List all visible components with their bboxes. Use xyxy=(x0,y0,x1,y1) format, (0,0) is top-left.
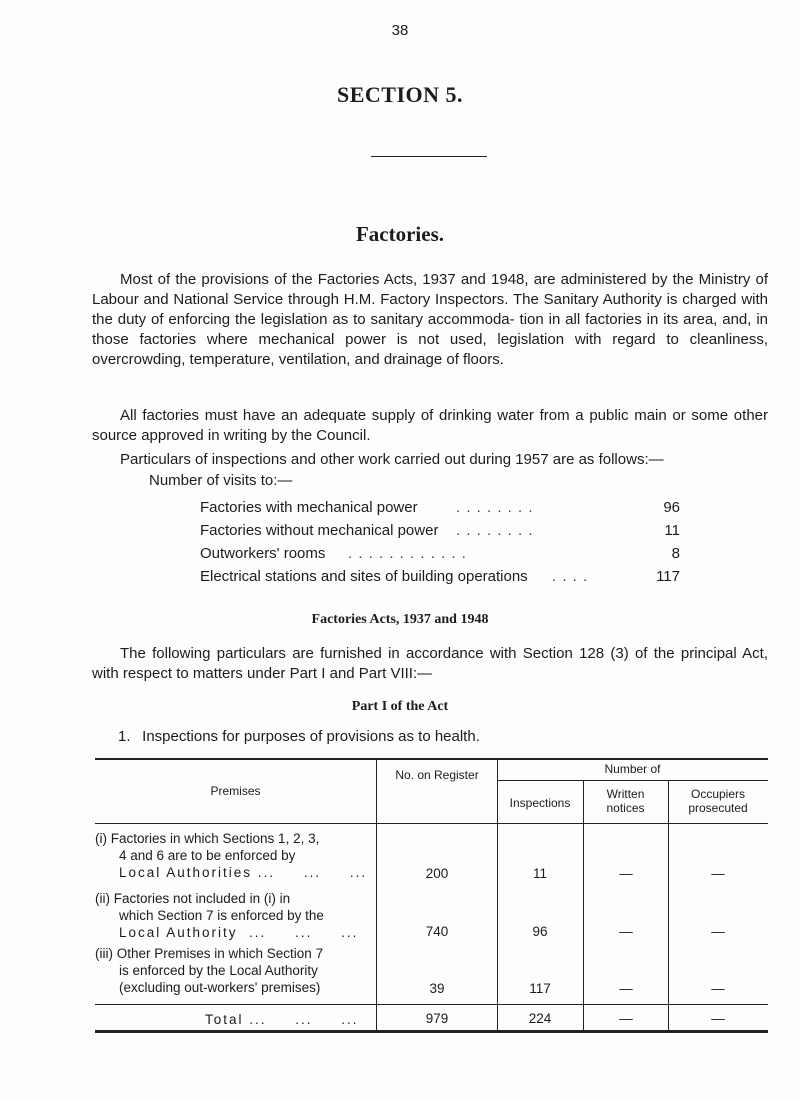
header-occupiers-prosecuted: Occupiers prosecuted xyxy=(688,787,748,815)
row-line: (excluding out-workers' premises) xyxy=(119,980,321,995)
table-row xyxy=(95,945,375,996)
visit-label: Factories without mechanical power xyxy=(200,522,439,539)
list-text: Inspections for purposes of provisions as to health. xyxy=(142,728,480,745)
total-notices: — xyxy=(619,1011,633,1026)
page-heading: Factories. xyxy=(355,222,445,246)
column-divider xyxy=(583,780,584,1030)
part-heading: Part I of the Act xyxy=(351,699,449,714)
cell-prosecuted: — xyxy=(711,981,725,996)
paragraph-intro: Most of the provisions of the Factories Acts, 1937 and 1948, are administered by the Ministry of Labour and National Service through H.M. Factory Inspectors. The Sanitary Authority is charged with the duty of enforcing the legislation as to sanitary accommoda- tion in all factories in its area, and, in those factories where mechanical power is not used, legislation with regard to cleanliness, overcrowding, temperature, ventilation, and drainage of floors. xyxy=(92,271,768,368)
visit-row xyxy=(200,498,680,518)
paragraph-water: All factories must have an adequate supply of drinking water from a public main or some other source approved in writing by the Council. xyxy=(92,407,768,444)
row-line: (ii) Factories not included in (i) in xyxy=(95,891,291,906)
visit-value: 96 xyxy=(663,499,680,516)
header-inspections: Inspections xyxy=(509,796,571,810)
visit-label: Factories with mechanical power xyxy=(200,499,418,516)
cell-register: 39 xyxy=(429,981,445,996)
paragraph-section-128: The following particulars are furnished in accordance with Section 128 (3) of the principal Act, with respect to matters under Part I and Part VIII:— xyxy=(92,645,768,682)
row-line: which Section 7 is enforced by the xyxy=(119,908,324,923)
visit-value: 8 xyxy=(671,545,680,562)
total-prosecuted: — xyxy=(711,1011,725,1026)
total-register: 979 xyxy=(425,1011,449,1026)
table-row xyxy=(95,890,375,941)
cell-inspections: 11 xyxy=(532,866,547,881)
section-title: SECTION 5. xyxy=(336,82,464,107)
table-bottom-border xyxy=(95,1030,768,1033)
page-number: 38 xyxy=(391,22,409,39)
cell-register: 740 xyxy=(425,924,449,939)
visit-leader: . . . . . . . . xyxy=(456,499,534,516)
total-label-text: Total ... ... ... xyxy=(205,1012,359,1027)
visit-row xyxy=(200,544,680,564)
row-line: Local Authority ... ... ... xyxy=(119,925,359,940)
row-line: is enforced by the Local Authority xyxy=(119,963,318,978)
column-divider xyxy=(376,760,377,1030)
cell-notices: — xyxy=(619,981,633,996)
visit-label: Electrical stations and sites of building operations xyxy=(200,568,528,585)
cell-notices: — xyxy=(619,866,633,881)
visit-label: Outworkers' rooms xyxy=(200,545,326,562)
cell-prosecuted: — xyxy=(711,866,725,881)
visits-label: Number of visits to:— xyxy=(149,472,293,489)
row-line: Local Authorities ... ... ... xyxy=(119,865,368,880)
acts-heading: Factories Acts, 1937 and 1948 xyxy=(311,612,489,627)
table-row xyxy=(95,830,375,881)
visit-value: 11 xyxy=(664,522,680,539)
cell-register: 200 xyxy=(425,866,449,881)
row-line: (i) Factories in which Sections 1, 2, 3, xyxy=(95,831,320,846)
number-of-rule xyxy=(497,780,768,781)
header-number-of: Number of xyxy=(604,762,661,776)
header-premises: Premises xyxy=(210,784,261,798)
title-divider xyxy=(371,156,487,157)
column-divider xyxy=(668,780,669,1030)
cell-inspections: 96 xyxy=(532,924,548,939)
visit-leader: . . . . . . . . xyxy=(456,522,534,539)
total-label xyxy=(95,1011,359,1028)
cell-notices: — xyxy=(619,924,633,939)
list-number: 1. xyxy=(118,728,131,745)
inspections-table xyxy=(95,758,768,1040)
cell-prosecuted: — xyxy=(711,924,725,939)
total-inspections: 224 xyxy=(528,1011,552,1026)
table-top-border xyxy=(95,758,768,760)
header-register: No. on Register xyxy=(395,768,479,782)
visit-row xyxy=(200,521,680,541)
paragraph-particulars: Particulars of inspections and other work carried out during 1957 are as follows:— xyxy=(120,451,664,468)
visit-value: 117 xyxy=(656,568,680,585)
visit-leader: . . . . xyxy=(552,568,589,585)
list-item xyxy=(118,728,480,745)
row-line: (iii) Other Premises in which Section 7 xyxy=(95,946,324,961)
visit-row xyxy=(200,567,680,587)
visit-leader: . . . . . . . . . . . . xyxy=(348,545,467,562)
header-written-notices: Written notices xyxy=(606,787,645,815)
cell-inspections: 117 xyxy=(529,981,551,996)
row-line: 4 and 6 are to be enforced by xyxy=(119,848,296,863)
